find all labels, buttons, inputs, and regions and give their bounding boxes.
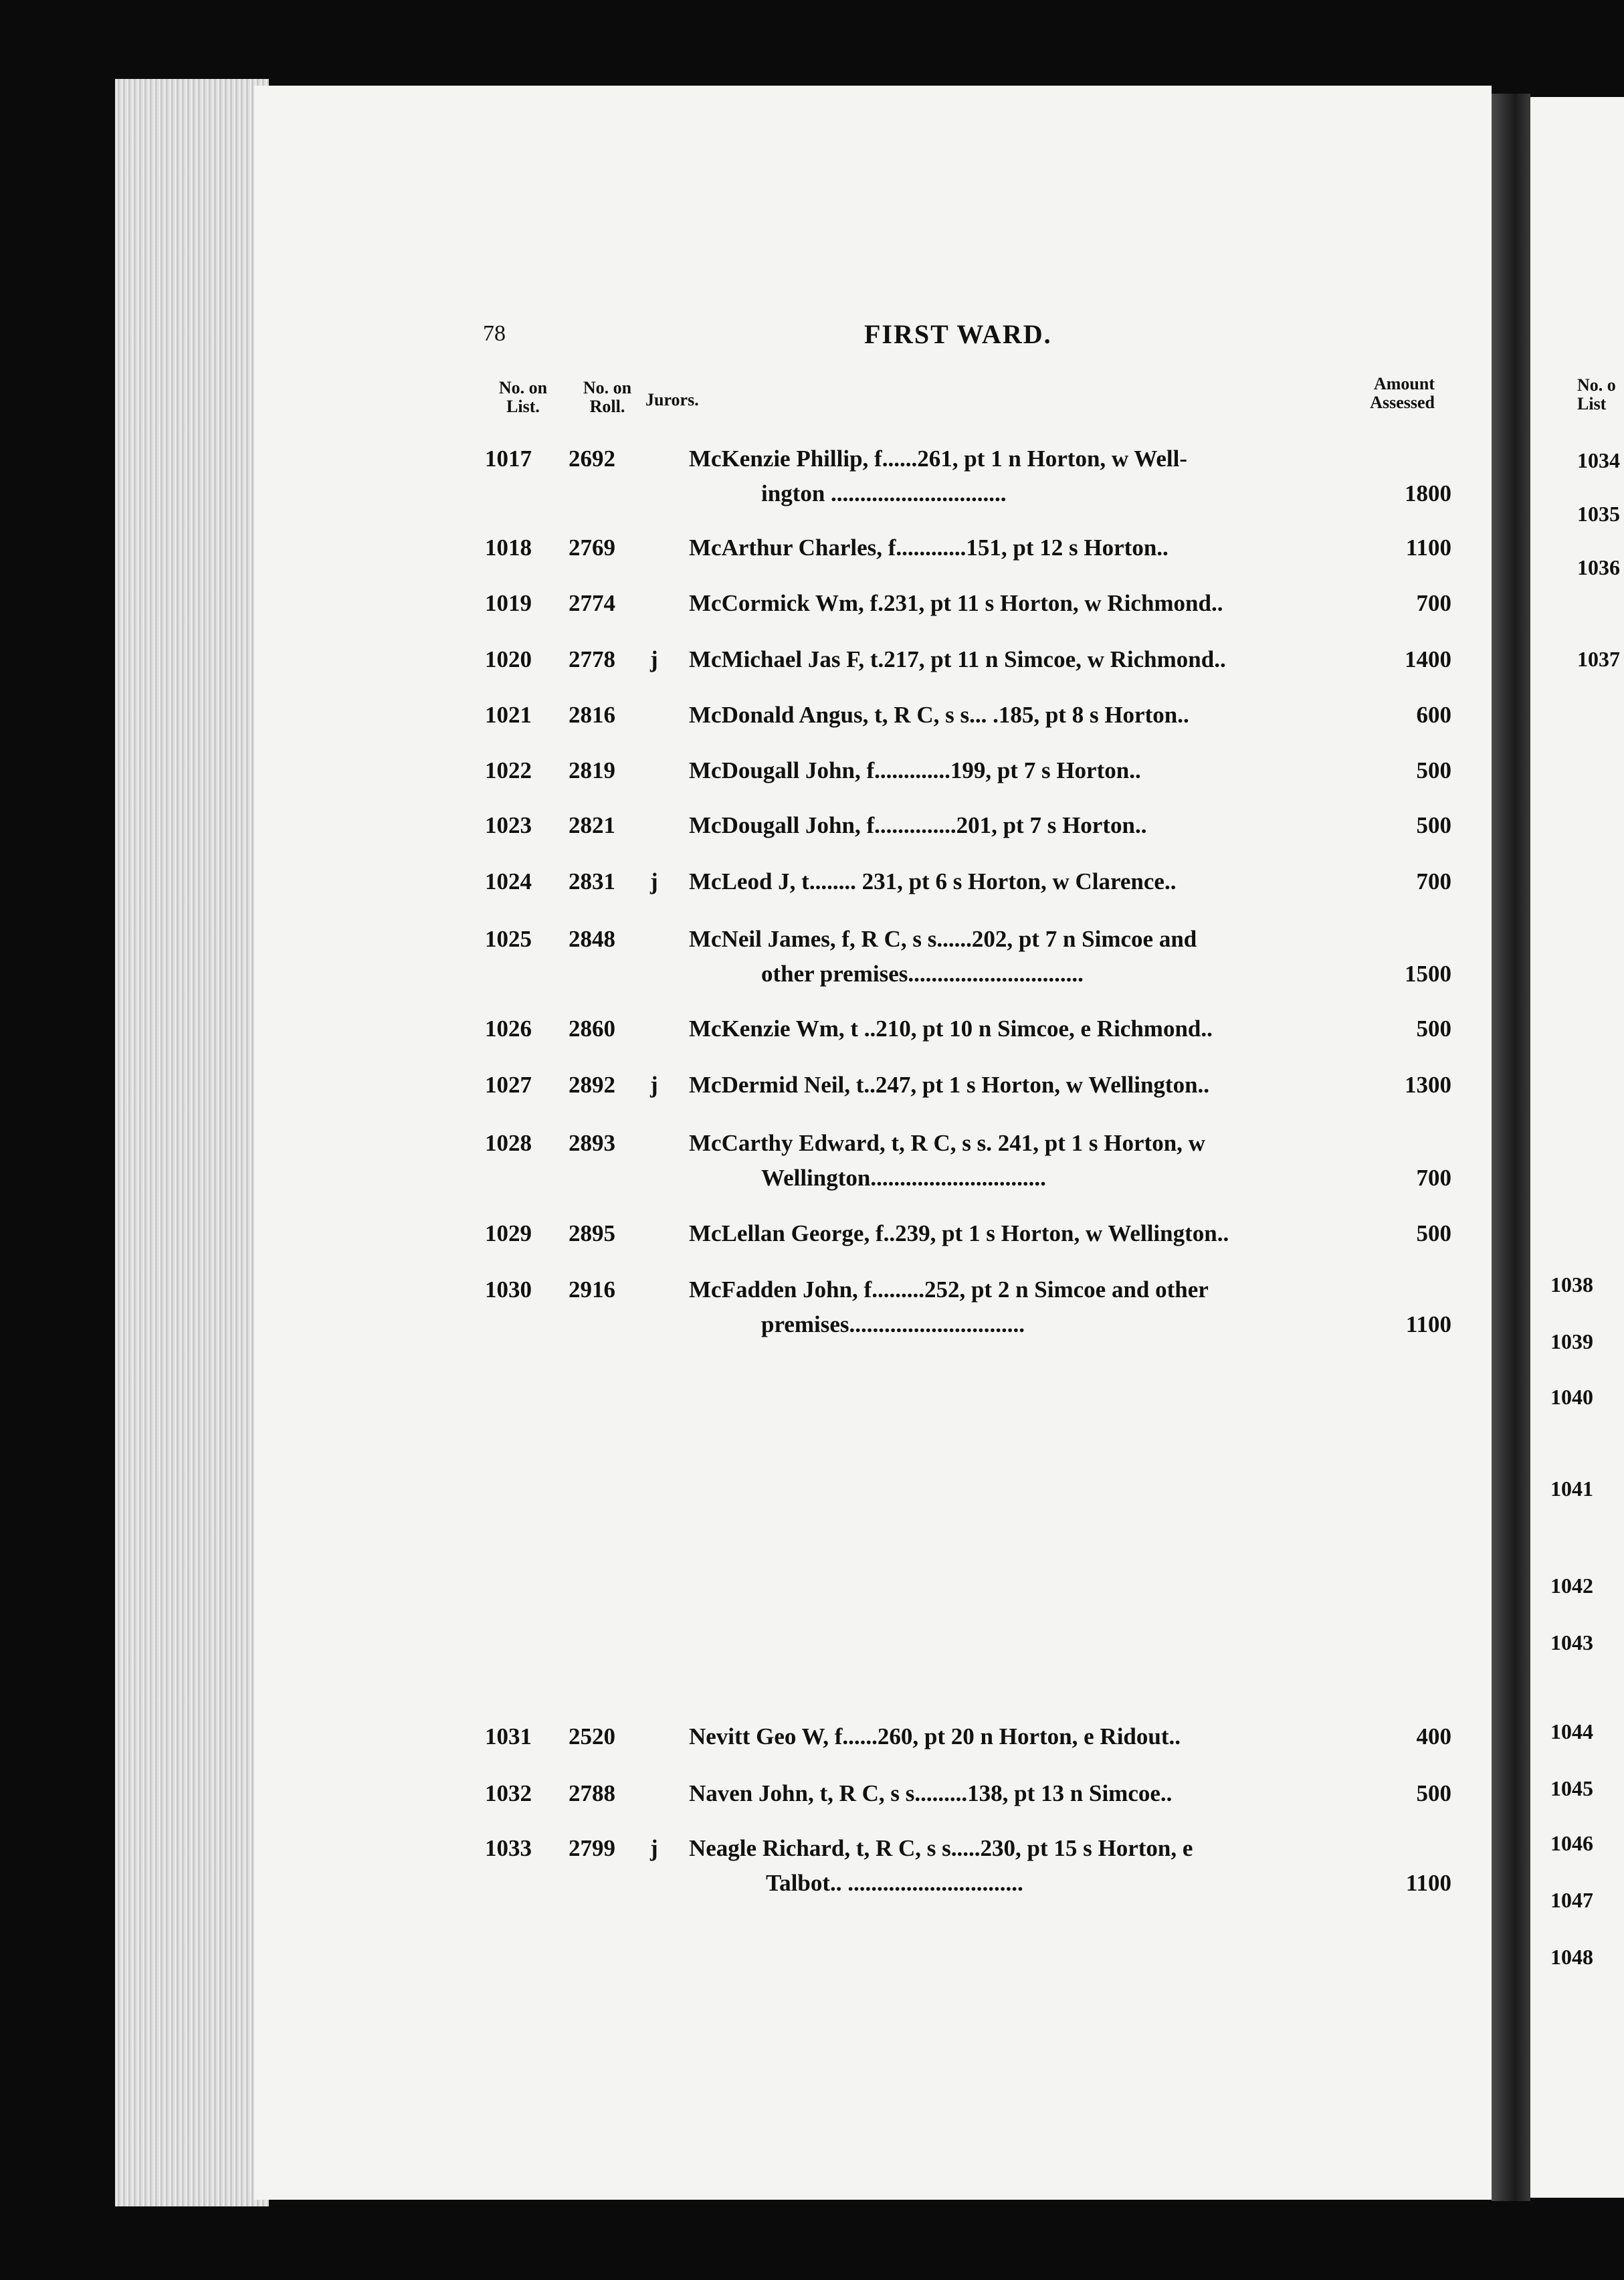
entry-amount: 1800: [1405, 480, 1451, 506]
entry-description: McDougall John, f.............199, pt 7 s Horton..: [689, 757, 1141, 783]
entry-list-number: 1020: [485, 646, 532, 672]
entry-amount: 500: [1416, 1016, 1451, 1042]
entry-amount: 1300: [1405, 1072, 1451, 1098]
entry-amount: 1400: [1405, 646, 1451, 672]
entry-description-continued: other premises..............................: [761, 961, 1084, 987]
entry-roll-number: 2788: [569, 1780, 615, 1806]
entry-roll-number: 2895: [569, 1220, 615, 1246]
entry-list-number: 1030: [485, 1276, 532, 1303]
entry-description: McMichael Jas F, t.217, pt 11 n Simcoe, w Richmond..: [689, 646, 1226, 672]
entry-list-number: 1025: [485, 926, 532, 952]
entry-description: McLeod J, t........ 231, pt 6 s Horton, w Clarence..: [689, 868, 1177, 894]
entry-description: McDermid Neil, t..247, pt 1 s Horton, w Wellington..: [689, 1072, 1210, 1098]
entry-description: McFadden John, f.........252, pt 2 n Simcoe and other: [689, 1276, 1209, 1303]
header-amount-assessed: Amount Assessed: [1370, 374, 1435, 412]
entry-list-number: 1024: [485, 868, 532, 894]
entry-roll-number: 2892: [569, 1072, 615, 1098]
entry-amount: 1100: [1405, 535, 1451, 561]
facing-page-list-number: 1048: [1550, 1945, 1593, 1969]
page-title: FIRST WARD.: [864, 319, 1052, 349]
entry-description: McArthur Charles, f............151, pt 12 s Horton..: [689, 535, 1169, 561]
entry-description: McKenzie Wm, t ..210, pt 10 n Simcoe, e Richmond..: [689, 1016, 1213, 1042]
entry-roll-number: 2769: [569, 535, 615, 561]
entry-list-number: 1023: [485, 812, 532, 838]
entry-roll-number: 2778: [569, 646, 615, 672]
entry-list-number: 1027: [485, 1072, 532, 1098]
entry-amount: 1500: [1405, 961, 1451, 987]
facing-page-list-number: 1038: [1550, 1272, 1593, 1297]
entry-list-number: 1033: [485, 1835, 532, 1861]
entry-roll-number: 2520: [569, 1723, 615, 1749]
entry-roll-number: 2774: [569, 590, 615, 616]
facing-page-list-number: 1037: [1577, 647, 1620, 671]
entry-roll-number: 2816: [569, 702, 615, 728]
entry-description: McKenzie Phillip, f......261, pt 1 n Horton, w Well-: [689, 446, 1188, 472]
entry-roll-number: 2860: [569, 1016, 615, 1042]
entry-roll-number: 2819: [569, 757, 615, 783]
facing-page-list-number: 1045: [1550, 1776, 1593, 1800]
entry-roll-number: 2692: [569, 446, 615, 472]
facing-page-list-number: 1041: [1550, 1477, 1593, 1501]
entry-roll-number: 2821: [569, 812, 615, 838]
entry-list-number: 1028: [485, 1130, 532, 1156]
entry-amount: 700: [1416, 868, 1451, 894]
facing-page-list-number: 1046: [1550, 1831, 1593, 1855]
entry-list-number: 1022: [485, 757, 532, 783]
entry-description: McCarthy Edward, t, R C, s s. 241, pt 1 s Horton, w: [689, 1130, 1205, 1156]
gutter-shadow: [1492, 94, 1530, 2201]
entry-amount: 1100: [1405, 1311, 1451, 1337]
entry-juror-mark: j: [650, 868, 658, 894]
entry-amount: 500: [1416, 812, 1451, 838]
entry-description-continued: ington ..............................: [761, 480, 1007, 506]
entry-amount: 700: [1416, 590, 1451, 616]
entry-roll-number: 2916: [569, 1276, 615, 1303]
entry-description: Naven John, t, R C, s s.........138, pt 13 n Simcoe..: [689, 1780, 1173, 1806]
facing-page-list-number: 1047: [1550, 1888, 1593, 1912]
entry-amount: 700: [1416, 1165, 1451, 1191]
facing-page-list-number: 1043: [1550, 1630, 1593, 1654]
entry-juror-mark: j: [650, 646, 658, 672]
entry-list-number: 1029: [485, 1220, 532, 1246]
entry-amount: 600: [1416, 702, 1451, 728]
facing-page-list-number: 1040: [1550, 1385, 1593, 1409]
entry-description: Neagle Richard, t, R C, s s.....230, pt 15 s Horton, e: [689, 1835, 1193, 1861]
entry-roll-number: 2848: [569, 926, 615, 952]
entry-list-number: 1017: [485, 446, 532, 472]
facing-page-list-number: 1034: [1577, 448, 1620, 472]
entry-description-continued: Talbot.. ..............................: [766, 1870, 1023, 1896]
entry-amount: 500: [1416, 1780, 1451, 1806]
entry-list-number: 1032: [485, 1780, 532, 1806]
entry-amount: 500: [1416, 757, 1451, 783]
facing-page-header: No. o List: [1577, 375, 1616, 413]
entry-description: McLellan George, f..239, pt 1 s Horton, w Wellington..: [689, 1220, 1229, 1246]
header-jurors: Jurors.: [645, 390, 699, 409]
entry-roll-number: 2799: [569, 1835, 615, 1861]
entry-description-continued: Wellington..............................: [761, 1165, 1046, 1191]
facing-page-list-number: 1035: [1577, 502, 1620, 526]
facing-page-list-number: 1042: [1550, 1574, 1593, 1598]
entry-description: Nevitt Geo W, f......260, pt 20 n Horton, e Ridout..: [689, 1723, 1181, 1749]
facing-page-list-number: 1044: [1550, 1719, 1593, 1743]
entry-description: McNeil James, f, R C, s s......202, pt 7 n Simcoe and: [689, 926, 1197, 952]
entry-roll-number: 2893: [569, 1130, 615, 1156]
page-number: 78: [483, 321, 506, 346]
entry-juror-mark: j: [650, 1835, 658, 1861]
facing-page-list-number: 1036: [1577, 555, 1620, 579]
entry-list-number: 1021: [485, 702, 532, 728]
entry-list-number: 1019: [485, 590, 532, 616]
entry-description: McDougall John, f..............201, pt 7 s Horton..: [689, 812, 1147, 838]
entry-roll-number: 2831: [569, 868, 615, 894]
entry-juror-mark: j: [650, 1072, 658, 1098]
entry-description: McDonald Angus, t, R C, s s... .185, pt 8 s Horton..: [689, 702, 1189, 728]
facing-page-list-number: 1039: [1550, 1329, 1593, 1353]
header-no-on-list: No. on List.: [498, 378, 548, 416]
entry-list-number: 1018: [485, 535, 532, 561]
entry-amount: 500: [1416, 1220, 1451, 1246]
entry-amount: 400: [1416, 1723, 1451, 1749]
page-edges: [115, 79, 269, 2206]
entry-list-number: 1026: [485, 1016, 532, 1042]
entry-amount: 1100: [1405, 1870, 1451, 1896]
entry-description: McCormick Wm, f.231, pt 11 s Horton, w Richmond..: [689, 590, 1223, 616]
entry-description-continued: premises..............................: [761, 1311, 1025, 1337]
header-no-on-roll: No. on Roll.: [583, 378, 632, 416]
entry-list-number: 1031: [485, 1723, 532, 1749]
